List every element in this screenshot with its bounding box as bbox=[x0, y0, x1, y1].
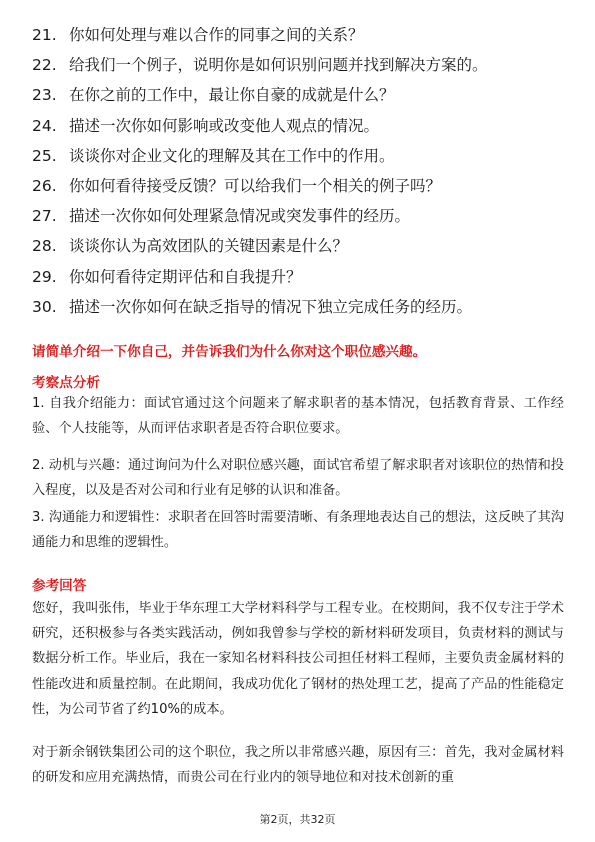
question-text: 描述一次你如何影响或改变他人观点的情况。 bbox=[69, 116, 380, 135]
question-number: 23. bbox=[32, 86, 57, 105]
answer-paragraph: 您好，我叫张伟，毕业于华东理工大学材料科学与工程专业。在校期间，我不仅专注于学术研究，还积极参与各类实践活动，例如我曾参与学校的新材料研发项目，负责材料的测试与数据分析工作。毕业后，我在一家知名材料科技公司担任材料工程师，主要负责金属材料的性能改进和质量控制。在此期间，我成功优化了钢材的热处理工艺，提高了产品的性能稳定性，为公司节省了约10%的成本。 bbox=[32, 601, 564, 717]
question-text: 描述一次你如何处理紧急情况或突发事件的经历。 bbox=[69, 207, 411, 226]
question-item bbox=[32, 231, 577, 261]
answer-paragraph: 对于新余钢铁集团公司的这个职位，我之所以非常感兴趣，原因有三：首先，我对金属材料的研发和应用充满热情，而贵公司在行业内的领导地位和对技术创新的重 bbox=[32, 745, 564, 786]
question-text: 谈谈你对企业文化的理解及其在工作中的作用。 bbox=[69, 146, 395, 165]
question-number: 22. bbox=[32, 56, 57, 75]
analysis-heading: 考察点分析 bbox=[32, 375, 100, 391]
page-number: 第2页，共32页 bbox=[259, 813, 336, 826]
question-item bbox=[32, 141, 577, 171]
question-number: 27. bbox=[32, 207, 57, 226]
answer-heading: 参考回答 bbox=[32, 578, 87, 594]
question-item bbox=[32, 201, 577, 231]
question-item bbox=[32, 171, 577, 201]
question-item bbox=[32, 50, 577, 80]
question-text: 描述一次你如何在缺乏指导的情况下独立完成任务的经历。 bbox=[69, 297, 473, 316]
question-number: 30. bbox=[32, 297, 57, 316]
featured-question: 请简单介绍一下你自己，并告诉我们为什么你对这个职位感兴趣。 bbox=[32, 344, 427, 360]
analysis-point: 1. 自我介绍能力：面试官通过这个问题来了解求职者的基本情况，包括教育背景、工作经验、个人技能等，从而评估求职者是否符合职位要求。 bbox=[32, 396, 564, 437]
question-list bbox=[32, 20, 577, 322]
question-number: 24. bbox=[32, 116, 57, 135]
question-text: 在你之前的工作中，最让你自豪的成就是什么？ bbox=[69, 86, 395, 105]
question-number: 26. bbox=[32, 176, 57, 195]
question-item bbox=[32, 262, 577, 292]
question-number: 29. bbox=[32, 267, 57, 286]
question-item bbox=[32, 111, 577, 141]
question-number: 25. bbox=[32, 146, 57, 165]
analysis-point: 3. 沟通能力和逻辑性：求职者在回答时需要清晰、有条理地表达自己的想法，这反映了其沟通能力和思维的逻辑性。 bbox=[32, 510, 564, 551]
question-text: 你如何处理与难以合作的同事之间的关系？ bbox=[69, 26, 364, 44]
question-item bbox=[32, 80, 577, 110]
question-text: 谈谈你认为高效团队的关键因素是什么？ bbox=[69, 237, 349, 256]
question-item bbox=[32, 20, 577, 50]
question-item bbox=[32, 292, 577, 322]
question-number: 21. bbox=[32, 26, 57, 44]
question-text: 你如何看待接受反馈？可以给我们一个相关的例子吗？ bbox=[69, 176, 442, 195]
question-text: 给我们一个例子，说明你是如何识别问题并找到解决方案的。 bbox=[69, 56, 488, 75]
question-number: 28. bbox=[32, 237, 57, 256]
analysis-point: 2. 动机与兴趣：通过询问为什么对职位感兴趣，面试官希望了解求职者对该职位的热情和投入程度，以及是否对公司和行业有足够的认识和准备。 bbox=[32, 458, 564, 499]
question-text: 你如何看待定期评估和自我提升？ bbox=[69, 267, 302, 286]
